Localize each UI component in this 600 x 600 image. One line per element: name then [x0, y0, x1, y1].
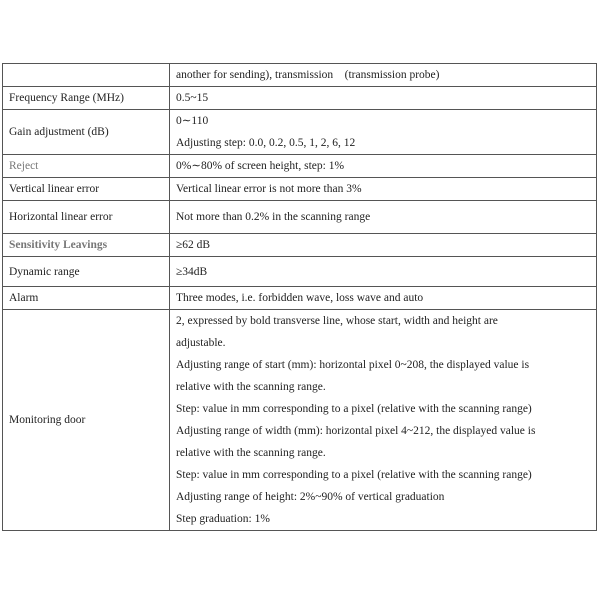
value-cell — [170, 201, 597, 234]
param-cell: Frequency Range (MHz) — [3, 87, 170, 110]
value-line: another for sending), transmission (transmission probe) — [176, 69, 440, 81]
value-line: Step: value in mm corresponding to a pixel (relative with the scanning range) — [176, 469, 532, 481]
param-cell: Vertical linear error — [3, 178, 170, 201]
value-cell — [170, 310, 597, 531]
specification-table — [2, 63, 597, 531]
value-line: Not more than 0.2% in the scanning range — [176, 211, 371, 223]
value-cell — [170, 64, 597, 87]
table-row — [3, 64, 597, 87]
value-line: 0%∼80% of screen height, step: 1% — [176, 160, 345, 172]
value-cell — [170, 234, 597, 257]
value-line: 0.5~15 — [176, 92, 209, 104]
value-line: Adjusting range of width (mm): horizontal pixel 4~212, the displayed value is — [176, 425, 536, 437]
table-row — [3, 178, 597, 201]
param-cell: Monitoring door — [3, 310, 170, 531]
value-line: Vertical linear error is not more than 3% — [176, 183, 362, 195]
value-cell — [170, 87, 597, 110]
value-line: ≥34dB — [176, 265, 208, 278]
param-cell — [3, 64, 170, 87]
value-line: Adjusting range of height: 2%~90% of vertical graduation — [176, 491, 445, 503]
param-cell: Sensitivity Leavings — [3, 234, 170, 257]
param-cell: Reject — [3, 155, 170, 178]
value-line: ≥62 dB — [176, 239, 211, 251]
table-row — [3, 110, 597, 155]
table-row — [3, 234, 597, 257]
value-cell — [170, 110, 597, 155]
table-row — [3, 310, 597, 531]
table-row — [3, 257, 597, 287]
value-cell — [170, 178, 597, 201]
param-cell: Alarm — [3, 287, 170, 310]
param-cell: Gain adjustment (dB) — [3, 110, 170, 155]
table-row — [3, 201, 597, 234]
table-row — [3, 155, 597, 178]
value-line: relative with the scanning range. — [176, 381, 326, 393]
value-cell — [170, 287, 597, 310]
value-cell — [170, 155, 597, 178]
value-cell — [170, 257, 597, 287]
value-line: Adjusting range of start (mm): horizontal pixel 0~208, the displayed value is — [176, 359, 530, 371]
value-line: adjustable. — [176, 337, 226, 349]
value-line: Step: value in mm corresponding to a pixel (relative with the scanning range) — [176, 403, 532, 415]
param-cell: Dynamic range — [3, 257, 170, 287]
table-row — [3, 87, 597, 110]
value-line: 0∼110 — [176, 115, 209, 127]
value-line: Three modes, i.e. forbidden wave, loss wave and auto — [176, 292, 424, 304]
value-line: 2, expressed by bold transverse line, whose start, width and height are — [176, 315, 498, 327]
value-line: relative with the scanning range. — [176, 447, 326, 459]
value-line: Step graduation: 1% — [176, 513, 270, 525]
value-line: Adjusting step: 0.0, 0.2, 0.5, 1, 2, 6, 12 — [176, 137, 356, 149]
table-row — [3, 287, 597, 310]
param-cell: Horizontal linear error — [3, 201, 170, 234]
